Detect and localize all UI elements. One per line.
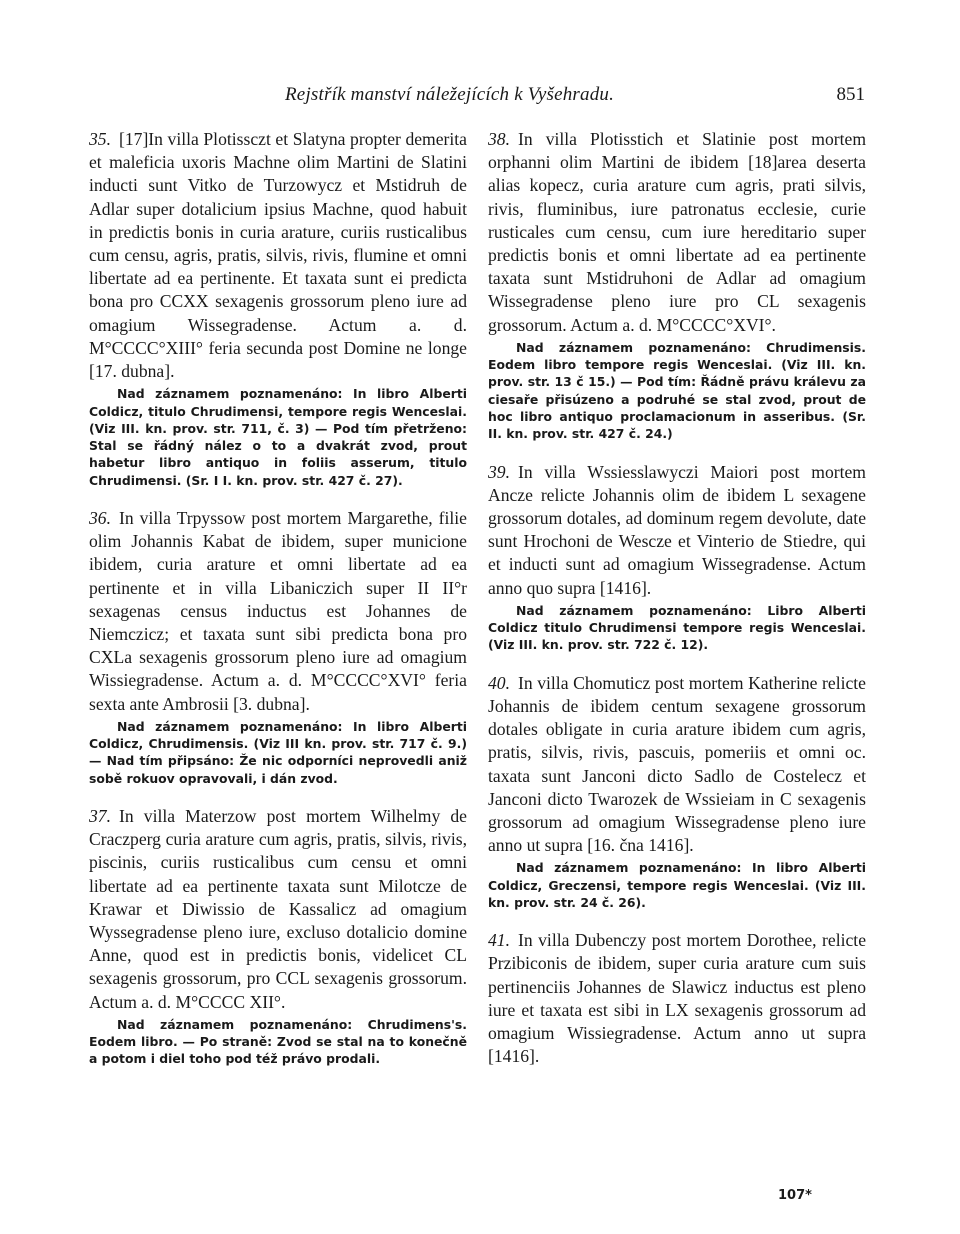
running-title: Rejstřík manství náležejících k Vyšehradu. <box>285 84 615 105</box>
entry-number: 39. <box>488 461 510 482</box>
entry-body: [17]In villa Plotissczt et Slatyna propter demerita et maleficia uxoris Machne olim Martini de Slatini inducti sunt Vitko de Turzowycz et Mstidruh de Adlar super dotalicium ipsius Machne, quod habuit in predictis bonis in curia arature, curiis rusticalibus cum censu, agris, pratis, silvis, rivis, flumine et omni libertate ad ea pertinente. Et taxata sunt ei predicta bona pro CCXX sexagenis grossorum pleno iure ad omagium Wissegradense. Actum a. d. M°CCCC°XIII° feria secunda post Domine ne longe [17. dubna]. <box>89 129 467 382</box>
entry-body: In villa Plotisstich et Slatinie post mortem orphanni olim Martini de ibidem [18]area deserta alias kopecz, curia arature cum agris, prati silvis, rivis, fluminibus, iure patronatus ecclesie, curie rusticales cum censu, cum iure hereditario super predictis bonis et omni libertate ad ea pertinente taxata sunt Mstidruhoni de Adlar ad omagium Wissegradense pleno iure pro CL sexagenis grossorum. Actum a. d. M°CCCC°XVI°. <box>488 129 866 335</box>
entry-text <box>89 805 467 1014</box>
entry-note: Nad záznamem poznamenáno: Chrudimensis. Eodem libro tempore regis Wenceslai. (Viz III. kn. prov. str. 13 č 15.) — Pod tím: Řádně právu králevu za ciesaře přisúzeno a podruhé se stal zvod, prout de hoc libro antiquo proclamacionum in asseribus. (Sr. II. kn. prov. str. 427 č. 24.) <box>488 339 866 442</box>
entry-text <box>89 128 467 383</box>
entry-body: In villa Materzow post mortem Wilhelmy de Craczperg curia arature cum agris, pratis, silvis, rivis, piscinis, curiis rusticalibus cum censu et omni libertate ad ea pertinente taxata sunt Milotcze de Krawar et Diwissio de Kassalicz ad omagium Wyssegradense pleno iure, excluso dotalicio domine Anne, quod est in predictis bonis, videlicet CL sexagenis grossorum, pro CCL sexagenis grossorum. Actum a. d. M°CCCC XII°. <box>89 806 467 1012</box>
entry-note: Nad záznamem poznamenáno: In libro Alberti Coldicz, titulo Chrudimensi, tempore regis Wenceslai. (Viz III. kn. prov. str. 711, č. 3) — Pod tím přetrženo: Stal se řádný nález o to a dvakrát zvod, prout habetur libro antiquo in foliis asserum, titulo Chrudimensi. (Sr. I I. kn. prov. str. 427 č. 27). <box>89 386 467 488</box>
entry-note: Nad záznamem poznamenáno: Chrudimens's. Eodem libro. — Po straně: Zvod se stal na to konečně a potom i diel toho pod též právo prodali. <box>89 1016 467 1067</box>
entry-number: 41. <box>488 930 510 951</box>
entry-note: Nad záznamem poznamenáno: In libro Alberti Coldicz, Chrudimensis. (Viz III kn. prov. str. 717 č. 9.) — Nad tím připsáno: Že nic odporníci neprovedli aniž sobě rokuov opravovali, i dán zvod. <box>89 718 467 786</box>
entry-note: Nad záznamem poznamenáno: Libro Alberti Coldicz titulo Chrudimensi tempore regis Wenceslai. (Viz III. kn. prov. str. 722 č. 12). <box>488 602 866 653</box>
left-column <box>89 128 467 1086</box>
entry-number: 40. <box>488 672 510 693</box>
page-number: 851 <box>836 84 865 105</box>
signature-mark: 107* <box>778 1188 812 1203</box>
entry-41 <box>488 929 866 1068</box>
entry-36 <box>89 507 467 787</box>
entry-35 <box>89 128 467 489</box>
entry-note: Nad záznamem poznamenáno: In libro Alberti Coldicz, Greczensi, tempore regis Wenceslai. (Viz III. kn. prov. str. 24 č. 26). <box>488 860 866 910</box>
entry-number: 36. <box>89 508 111 529</box>
entry-number: 35. <box>89 129 111 149</box>
entry-text <box>488 929 866 1068</box>
entry-number: 37. <box>89 806 111 827</box>
entry-text <box>488 672 866 858</box>
entry-text <box>89 507 467 716</box>
entry-40 <box>488 672 866 912</box>
page-header <box>90 84 870 114</box>
entry-39 <box>488 461 866 654</box>
entry-38 <box>488 128 866 443</box>
right-column <box>488 128 866 1086</box>
entry-body: In villa Wssiesslawyczi Maiori post mortem Ancze relicte Johannis olim de ibidem L sexagene grossorum dotales, ad dominum regem devolute, date sunt Hrochoni de Wescze et Vinterio de Stiedre, qui et inducti sunt ad omagium Wissegradense. Actum anno quo supra [1416]. <box>488 461 866 598</box>
entry-text <box>488 128 866 337</box>
entry-body: In villa Chomuticz post mortem Katherine relicte Johannis de ibidem centum sexagene grossorum dotales obligate in curia arature ibidem cum agris, pratis, silvis, rivis, pascuis, pomeriis et omni oc. taxata sunt Janconi dicto Sadlo de Costelecz et Janconi dicto Twarozek de Wssieiam in C sexagenis grossorum ad omagium Wissegradense pleno iure anno ut supra [16. čna 1416]. <box>488 672 866 856</box>
entry-text <box>488 461 866 600</box>
entry-body: In villa Dubenczy post mortem Dorothee, relicte Przibiconis de ibidem, super curia arature cum suis pertinenciis Johannes de Slawicz inductus est pleno iure et taxata est sibi in LX sexagenis grossorum ad omagium Wissiegradense. Actum anno ut supra [1416]. <box>488 930 866 1067</box>
entry-body: In villa Trpyssow post mortem Margarethe, filie olim Johannis Kabat de ibidem, super municione ibidem, curia arature et omni libertate ad ea pertinente et in villa Libaniczich super II II°r sexagenas census inductus est Johannes de Niemczicz; et taxata sunt sibi predicta bona pro CXLa sexagenis grossorum pleno iure ad omagium Wissiegradense. Actum a. d. M°CCCC°XVI° feria sexta ante Ambrosii [3. dubna]. <box>89 508 467 714</box>
entry-37 <box>89 805 467 1068</box>
entry-number: 38. <box>488 129 510 149</box>
